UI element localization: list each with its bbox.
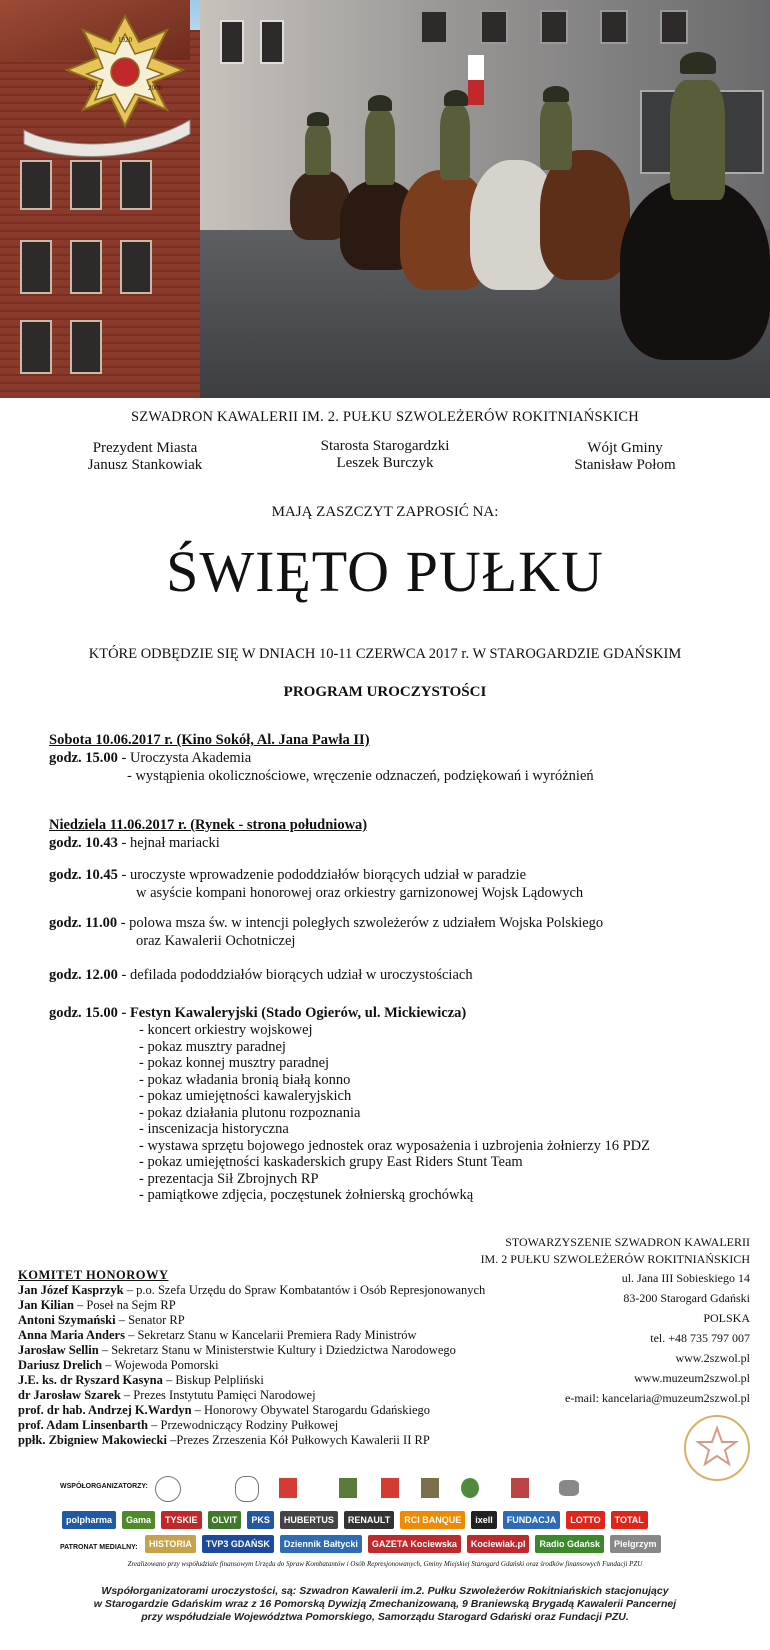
- member-name: Jan Józef Kasprzyk: [18, 1283, 124, 1297]
- item-text: - uroczyste wprowadzenie pododdziałów biorących udział w paradzie: [117, 867, 527, 883]
- committee-member: [18, 1283, 578, 1298]
- host-starosta: [290, 438, 480, 472]
- day1-details: - wystąpienia okolicznościowe, wręczenie odznaczeń, podziękowań i wyróżnień: [127, 768, 594, 784]
- emblem-year-left: 1917: [88, 84, 102, 92]
- member-role: – Senator RP: [115, 1313, 185, 1327]
- member-name: ppłk. Zbigniew Makowiecki: [18, 1433, 167, 1447]
- festyn-list-item: - pokaz władania bronią białą konno: [139, 1071, 351, 1088]
- sponsor-logo: ixell: [471, 1511, 497, 1529]
- honorary-committee: [18, 1268, 578, 1448]
- member-role: – Honorowy Obywatel Starogardu Gdańskiego: [191, 1403, 431, 1417]
- media-patronage-label: PATRONAT MEDIALNY:: [60, 1544, 138, 1551]
- host-mayor: [60, 440, 230, 474]
- media-logo: Pielgrzym: [610, 1535, 661, 1553]
- member-role: – p.o. Szefa Urzędu do Spraw Kombatantów i Osób Represjonowanych: [123, 1283, 486, 1297]
- festyn-time: godz. 15.00: [49, 1005, 118, 1021]
- committee-member: [18, 1298, 578, 1313]
- item-time: godz. 11.00: [49, 915, 118, 931]
- ribbon-banner: [20, 112, 195, 158]
- host-title: Prezydent Miasta: [92, 440, 198, 456]
- hero-photo: [0, 0, 770, 398]
- committee-member: [18, 1373, 578, 1388]
- organizer-name: SZWADRON KAWALERII IM. 2. PUŁKU SZWOLEŻERÓW ROKITNIAŃSKICH: [131, 409, 639, 425]
- day2-item-1200: [49, 966, 749, 984]
- committee-member: [18, 1418, 578, 1433]
- media-logo: Radio Gdańsk: [535, 1535, 604, 1553]
- emblem-year-top: 1920: [118, 36, 132, 44]
- host-name: Stanisław Połom: [574, 457, 676, 473]
- item-text: - defilada pododdziałów biorących udział w uroczystościach: [117, 967, 473, 983]
- event-subtitle: KTÓRE ODBĘDZIE SIĘ W DNIACH 10-11 CZERWCA 2017 r. W STAROGARDZIE GDAŃSKIM: [88, 646, 682, 662]
- festyn-list-item: - inscenizacja historyczna: [139, 1121, 289, 1137]
- member-role: – Prezes Instytutu Pamięci Narodowej: [120, 1388, 316, 1402]
- festyn-list-item: - pokaz umiejętności kawaleryjskich: [139, 1088, 352, 1104]
- day2-festyn: [49, 1004, 749, 1204]
- coorganizers-label: WSPÓŁORGANIZATORZY:: [60, 1483, 148, 1490]
- sponsor-logo: LOTTO: [566, 1511, 604, 1529]
- committee-member: [18, 1433, 578, 1448]
- day2-item-1100: [49, 914, 749, 950]
- item-text: - polowa msza św. w intencji poległych szwoleżerów z udziałem Wojska Polskiego: [117, 915, 604, 931]
- sponsor-logo: FUNDACJA: [503, 1511, 561, 1529]
- footer-line-2: w Starogardzie Gdańskim wraz z 16 Pomorską Dywizją Zmechanizowaną, 9 Braniewską Brygadą Kawalerii Pancernej: [93, 1598, 677, 1610]
- host-name: Janusz Stankowiak: [87, 457, 203, 473]
- day2-heading-text: Niedziela 11.06.2017 r. (Rynek - strona południowa): [49, 817, 368, 833]
- media-logo: HISTORIA: [145, 1535, 196, 1553]
- member-role: – Poseł na Sejm RP: [73, 1298, 176, 1312]
- member-role: – Sekretarz Stanu w Kancelarii Premiera Rady Ministrów: [124, 1328, 417, 1342]
- item-time: godz. 12.00: [49, 967, 118, 983]
- item-time: godz. 10.43: [49, 835, 118, 851]
- footer-line-3: przy współudziale Województwa Pomorskiego, Samorządu Starogard Gdański oraz Fundacji PZU.: [141, 1611, 629, 1623]
- media-logo: TVP3 GDAŃSK: [202, 1535, 274, 1553]
- committee-member: [18, 1313, 578, 1328]
- association-contact: tel. +48 735 797 007: [650, 1331, 750, 1345]
- festyn-list-item: - koncert orkiestry wojskowej: [139, 1022, 313, 1038]
- association-contact: ul. Jana III Sobieskiego 14: [621, 1271, 750, 1285]
- festyn-list-item: - wystawa sprzętu bojowego jednostek oraz wyposażenia i uzbrojenia żołnierzy 16 PDZ: [139, 1137, 650, 1154]
- item-cont: w asyście kompani honorowej oraz orkiestry garnizonowej Wojsk Lądowych: [136, 885, 584, 901]
- member-role: – Przewodniczący Rodziny Pułkowej: [148, 1418, 339, 1432]
- item-cont: oraz Kawalerii Ochotniczej: [136, 933, 296, 949]
- host-title: Starosta Starogardzki: [320, 438, 450, 454]
- committee-member: [18, 1358, 578, 1373]
- festyn-list-item: - prezentacja Sił Zbrojnych RP: [139, 1170, 319, 1187]
- member-role: – Biskup Pelpliński: [162, 1373, 264, 1387]
- member-name: dr Jarosław Szarek: [18, 1388, 121, 1402]
- sponsor-logo: PKS: [247, 1511, 274, 1529]
- pennant: [468, 55, 484, 105]
- member-name: Jarosław Sellin: [18, 1343, 99, 1357]
- sponsor-logo: TOTAL: [611, 1511, 648, 1529]
- member-name: J.E. ks. dr Ryszard Kasyna: [18, 1373, 163, 1387]
- committee-member: [18, 1403, 578, 1418]
- item-time: godz. 10.45: [49, 867, 118, 883]
- association-name: IM. 2 PUŁKU SZWOLEŻERÓW ROKITNIAŃSKICH: [480, 1252, 750, 1266]
- festyn-list-item: - pamiątkowe zdjęcia, poczęstunek żołnierską grochówką: [139, 1187, 474, 1203]
- member-name: prof. dr hab. Andrzej K.Wardyn: [18, 1403, 192, 1417]
- item-text: - hejnał mariacki: [117, 835, 220, 851]
- day2-item-1045: [49, 866, 749, 902]
- member-name: Dariusz Drelich: [18, 1358, 103, 1372]
- association-contact[interactable]: www.2szwol.pl: [675, 1351, 750, 1365]
- member-role: – Sekretarz Stanu w Ministerstwie Kultury i Dziedzictwa Narodowego: [98, 1343, 456, 1357]
- invite-text: MAJĄ ZASZCZYT ZAPROSIĆ NA:: [271, 504, 499, 520]
- media-logos: [145, 1535, 657, 1553]
- member-role: –Prezes Zrzeszenia Kół Pułkowych Kawalerii II RP: [167, 1433, 430, 1447]
- committee-list: [18, 1283, 578, 1448]
- host-wojt: [540, 440, 710, 474]
- day1-heading: Sobota 10.06.2017 r. (Kino Sokół, Al. Jana Pawła II): [49, 732, 370, 748]
- sponsor-logo: HUBERTUS: [280, 1511, 338, 1529]
- sponsor-logos: [62, 1511, 762, 1529]
- association-stamp: [678, 1412, 756, 1484]
- festyn-list-item: - pokaz umiejętności kaskaderskich grupy East Riders Stunt Team: [139, 1154, 523, 1170]
- media-logo: Dziennik Bałtycki: [280, 1535, 362, 1553]
- funding-note: Zrealizowano przy współudziale finansowym Urzędu do Spraw Kombatantów i Osób Represjonowanych, Gminy Miejskiej Starogard Gdański oraz środków finansowych Fundacji PZU: [127, 1560, 643, 1568]
- sponsor-logo: polpharma: [62, 1511, 116, 1529]
- sponsor-logo: TYSKIE: [161, 1511, 202, 1529]
- media-logo: Kociewiak.pl: [467, 1535, 530, 1553]
- event-title: ŚWIĘTO PUŁKU: [166, 539, 604, 604]
- committee-member: [18, 1343, 578, 1358]
- footer-line-1: Współorganizatorami uroczystości, są: Szwadron Kawalerii im.2. Pułku Szwoleżerów Rokitniańskich stacjonujący: [101, 1585, 669, 1597]
- footer: [0, 1585, 770, 1624]
- sponsor-logo: OLVIT: [208, 1511, 242, 1529]
- sponsor-logo: RCI BANQUE: [400, 1511, 465, 1529]
- festyn-list-item: - pokaz działania plutonu rozpoznania: [139, 1104, 361, 1121]
- day2-heading: [49, 816, 749, 852]
- association-contact[interactable]: www.muzeum2szwol.pl: [634, 1371, 750, 1385]
- media-logo: GAZETA Kociewska: [368, 1535, 461, 1553]
- association-contact: 83-200 Starogard Gdański: [623, 1291, 750, 1305]
- member-name: Antoni Szymański: [18, 1313, 116, 1327]
- association-contact: POLSKA: [703, 1311, 750, 1325]
- committee-heading: KOMITET HONOROWY: [18, 1268, 169, 1282]
- program-day1: [49, 731, 749, 785]
- host-name: Leszek Burczyk: [336, 455, 434, 471]
- committee-member: [18, 1388, 578, 1403]
- member-name: prof. Adam Linsenbarth: [18, 1418, 149, 1432]
- association-contact[interactable]: e-mail: kancelaria@muzeum2szwol.pl: [565, 1391, 750, 1405]
- member-role: – Wojewoda Pomorski: [102, 1358, 219, 1372]
- festyn-list-item: - pokaz konnej musztry paradnej: [139, 1055, 330, 1071]
- sponsor-logo: Gama: [122, 1511, 155, 1529]
- emblem-year-right: 2006: [148, 84, 162, 92]
- program-heading: PROGRAM UROCZYSTOŚCI: [283, 684, 487, 700]
- host-title: Wójt Gminy: [587, 440, 663, 456]
- association-name: STOWARZYSZENIE SZWADRON KAWALERII: [505, 1235, 750, 1249]
- festyn-text: - Festyn Kawaleryjski (Stado Ogierów, ul. Mickiewicza): [117, 1005, 467, 1021]
- sponsor-logo: RENAULT: [344, 1511, 394, 1529]
- festyn-list: [49, 1022, 749, 1204]
- festyn-list-item: - pokaz musztry paradnej: [139, 1038, 286, 1055]
- member-name: Jan Kilian: [18, 1298, 74, 1312]
- committee-member: [18, 1328, 578, 1343]
- day1-event: - Uroczysta Akademia: [117, 750, 252, 766]
- coorganizer-logos: [155, 1474, 615, 1502]
- member-name: Anna Maria Anders: [18, 1328, 125, 1342]
- day1-time: godz. 15.00: [49, 750, 118, 766]
